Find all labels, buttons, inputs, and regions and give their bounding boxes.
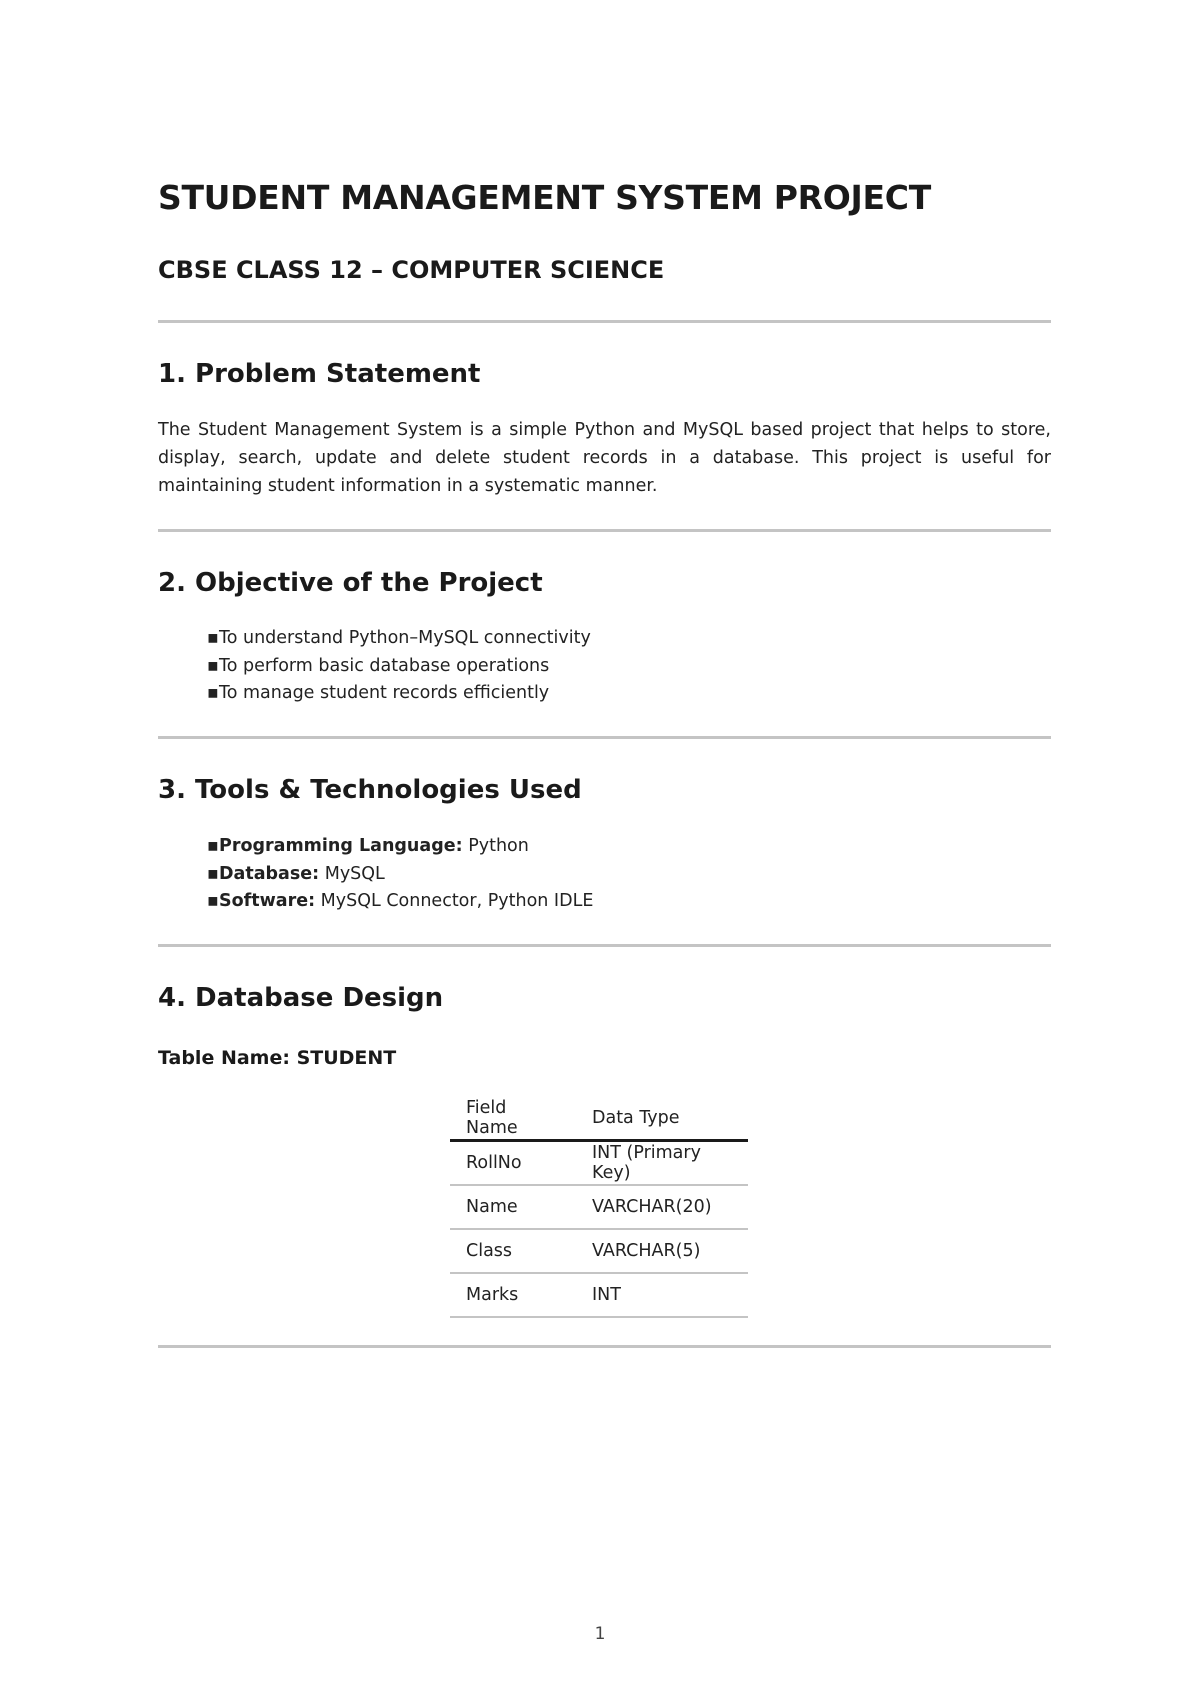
section-divider <box>158 320 1051 323</box>
table-name-label: Table Name: STUDENT <box>158 1047 397 1069</box>
document-title: STUDENT MANAGEMENT SYSTEM PROJECT <box>158 178 931 217</box>
bullet-icon: ▪ <box>207 891 219 911</box>
list-item <box>207 833 593 861</box>
list-item-label: Software: <box>219 891 316 911</box>
student-table <box>450 1097 748 1318</box>
table-cell: VARCHAR(20) <box>576 1185 748 1229</box>
table-cell: Marks <box>450 1273 576 1317</box>
table-cell: Class <box>450 1229 576 1273</box>
bullet-icon: ▪ <box>207 863 219 884</box>
list-item <box>207 625 591 653</box>
tools-heading: 3. Tools & Technologies Used <box>158 775 582 805</box>
list-item-text: To understand Python–MySQL connectivity <box>219 628 591 648</box>
list-item <box>207 861 593 889</box>
problem-statement-text: The Student Management System is a simple Python and MySQL based project that helps to store, display, search, update and delete student records in a database. This project is useful for maintaining student information in a systematic manner. <box>158 420 1051 496</box>
list-item <box>207 653 591 681</box>
table-cell: INT <box>576 1273 748 1317</box>
list-item <box>207 888 593 916</box>
list-item-label: Database: <box>219 863 320 884</box>
database-design-heading: 4. Database Design <box>158 983 444 1013</box>
table-row <box>450 1229 748 1273</box>
column-header-field-name: Field Name <box>450 1097 576 1141</box>
table-header-row <box>450 1097 748 1141</box>
table-row <box>450 1273 748 1317</box>
section-divider <box>158 736 1051 739</box>
objective-heading: 2. Objective of the Project <box>158 568 543 598</box>
list-item <box>207 680 591 708</box>
table-cell: INT (Primary Key) <box>576 1141 748 1186</box>
table-row <box>450 1141 748 1186</box>
section-divider <box>158 529 1051 532</box>
list-item-value: MySQL Connector, Python IDLE <box>320 891 594 911</box>
page-number: 1 <box>594 1624 606 1644</box>
section-divider <box>158 944 1051 947</box>
tools-list <box>207 833 593 916</box>
list-item-label: Programming Language: <box>219 836 463 856</box>
column-header-data-type: Data Type <box>576 1097 748 1141</box>
section-divider <box>158 1345 1051 1348</box>
table-cell: VARCHAR(5) <box>576 1229 748 1273</box>
table-row <box>450 1185 748 1229</box>
table-cell: Name <box>450 1185 576 1229</box>
list-item-value: MySQL <box>324 863 385 884</box>
bullet-icon: ▪ <box>207 683 219 703</box>
problem-statement-heading: 1. Problem Statement <box>158 359 481 389</box>
document-subtitle: CBSE CLASS 12 – COMPUTER SCIENCE <box>158 256 665 284</box>
list-item-text: To perform basic database operations <box>219 655 550 676</box>
list-item-value: Python <box>468 836 529 856</box>
bullet-icon: ▪ <box>207 836 219 856</box>
list-item-text: To manage student records efficiently <box>219 683 550 703</box>
table-cell: RollNo <box>450 1141 576 1186</box>
objective-list <box>207 625 591 708</box>
bullet-icon: ▪ <box>207 628 219 648</box>
bullet-icon: ▪ <box>207 655 219 676</box>
